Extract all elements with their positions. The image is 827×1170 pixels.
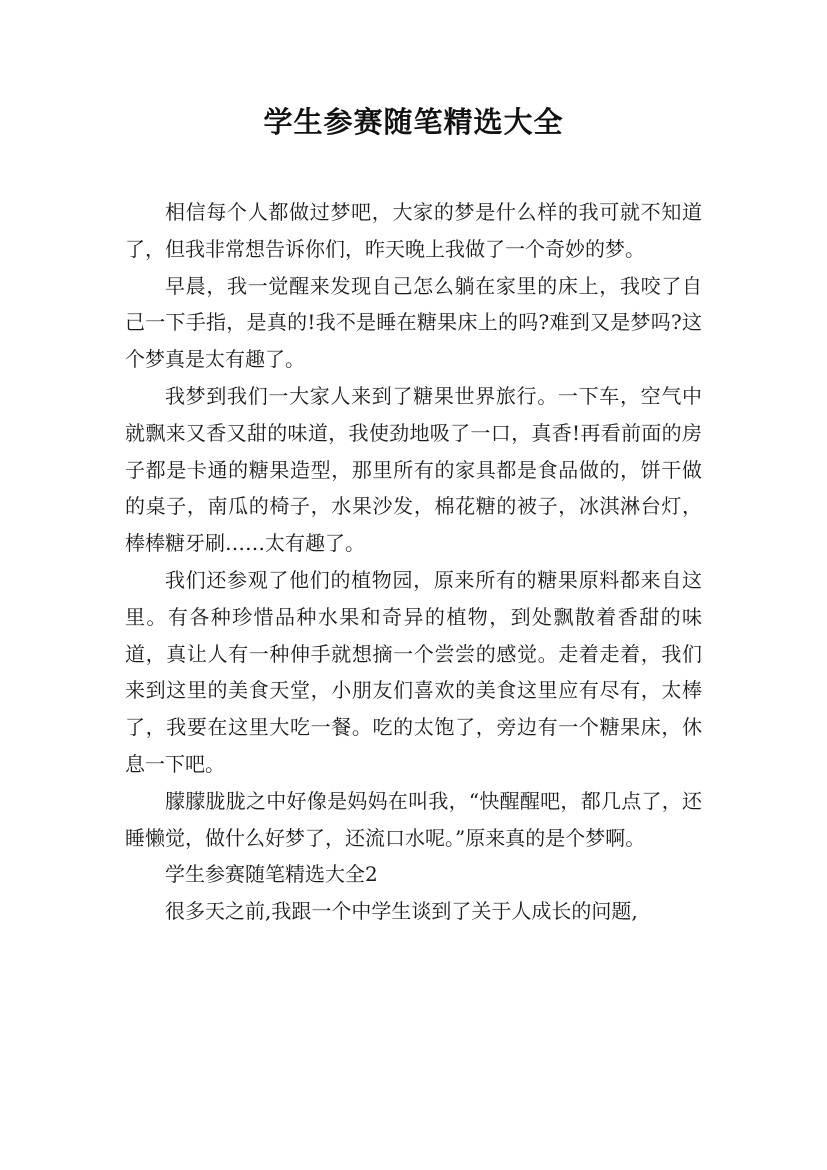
paragraph: 我们还参观了他们的植物园，原来所有的糖果原料都来自这里。有各种珍惜品种水果和奇异的植物，到处飘散着香甜的味道，真让人有一种伸手就想摘一个尝尝的感觉。走着走着，我们来到这里的美食天堂，小朋友们喜欢的美食这里应有尽有，太棒了，我要在这里大吃一餐。吃的太饱了，旁边有一个糖果床，休息一下吧。 (125, 567, 702, 776)
document-title: 学生参赛随笔精选大全 (263, 105, 564, 139)
section-heading: 学生参赛随笔精选大全2 (165, 862, 378, 887)
paragraph: 我梦到我们一大家人来到了糖果世界旅行。一下车，空气中就飘来又香又甜的味道，我使劲地吸了一口，真香!再看前面的房子都是卡通的糖果造型，那里所有的家具都是食品做的，饼干做的桌子，南瓜的椅子，水果沙发，棉花糖的被子，冰淇淋台灯，棒棒糖牙刷……太有趣了。 (125, 383, 702, 556)
paragraph: 早晨，我一觉醒来发现自己怎么躺在家里的床上，我咬了自己一下手指，是真的!我不是睡在糖果床上的吗?难到又是梦吗?这个梦真是太有趣了。 (125, 273, 702, 372)
document-body (125, 194, 702, 930)
paragraph: 相信每个人都做过梦吧，大家的梦是什么样的我可就不知道了，但我非常想告诉你们，昨天晚上我做了一个奇妙的梦。 (125, 200, 702, 261)
paragraph: 很多天之前,我跟一个中学生谈到了关于人成长的问题, (165, 899, 638, 924)
paragraph: 朦朦胧胧之中好像是妈妈在叫我，“快醒醒吧，都几点了，还睡懒觉，做什么好梦了，还流口水呢。”原来真的是个梦啊。 (125, 788, 702, 850)
